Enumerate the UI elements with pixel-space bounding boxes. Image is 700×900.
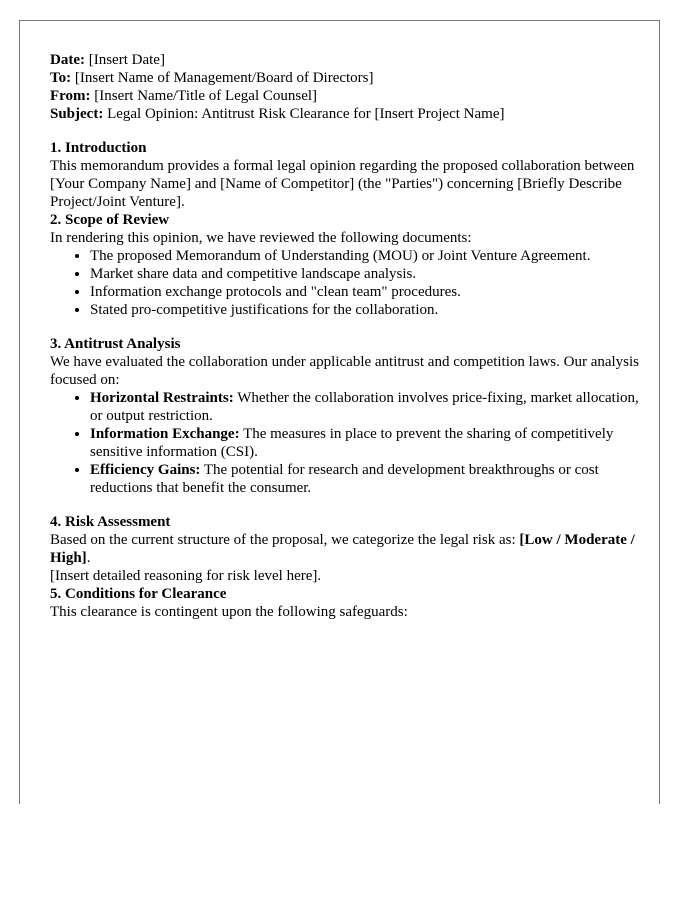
to-line	[50, 69, 642, 87]
subject-label: Subject:	[50, 106, 104, 122]
risk-level: [Low / Moderate / High]	[50, 532, 635, 566]
analysis-item-text: The measures in place to prevent the sharing of competitively sensitive information (CSI).	[90, 426, 614, 460]
analysis-item-text: Whether the collaboration involves price-fixing, market allocation, or output restriction.	[90, 390, 639, 424]
list-item	[90, 425, 642, 461]
list-item: • The proposed Memorandum of Understanding (MOU) or Joint Venture Agreement.	[90, 247, 642, 265]
list-item: • Stated pro-competitive justifications for the collaboration.	[90, 301, 642, 319]
from-label: From:	[50, 88, 91, 104]
to-value: [Insert Name of Management/Board of Directors]	[71, 70, 374, 86]
scope-list	[50, 247, 642, 319]
date-line	[50, 51, 642, 69]
conditions-text: This clearance is contingent upon the following safeguards:	[50, 604, 408, 620]
memo-content	[50, 51, 642, 621]
memo-header-block	[50, 69, 642, 123]
risk-reasoning: [Insert detailed reasoning for risk level here].	[50, 568, 322, 584]
analysis-item-label: Information Exchange:	[90, 426, 240, 442]
risk-heading: 4. Risk Assessment	[50, 514, 171, 530]
list-item	[90, 389, 642, 425]
analysis-text: We have evaluated the collaboration under applicable antitrust and competition laws. Our analysis focused on:	[50, 354, 640, 388]
introduction-text: This memorandum provides a formal legal opinion regarding the proposed collaboration between [Your Company Name] and [Name of Competitor] (the "Parties") concerning [Briefly Describe Project/Joint Venture].	[50, 158, 635, 210]
risk-text	[50, 531, 642, 567]
memo-page	[19, 20, 660, 804]
analysis-item-text: The potential for research and development breakthroughs or cost reductions that benefit the consumer.	[90, 462, 599, 496]
analysis-item-label: Horizontal Restraints:	[90, 390, 234, 406]
subject-value: Legal Opinion: Antitrust Risk Clearance for [Insert Project Name]	[103, 106, 505, 122]
date-label: Date:	[50, 52, 85, 68]
conditions-heading: 5. Conditions for Clearance	[50, 586, 227, 602]
date-value: [Insert Date]	[84, 52, 165, 68]
analysis-list	[50, 389, 642, 497]
analysis-heading: 3. Antitrust Analysis	[50, 336, 181, 352]
subject-line	[50, 105, 642, 123]
from-line	[50, 87, 642, 105]
introduction-heading: 1. Introduction	[50, 140, 147, 156]
risk-text-end: .	[86, 550, 91, 566]
from-value: [Insert Name/Title of Legal Counsel]	[90, 88, 318, 104]
risk-text-lead: Based on the current structure of the proposal, we categorize the legal risk as:	[50, 532, 520, 548]
list-item	[90, 461, 642, 497]
list-item: • Information exchange protocols and "clean team" procedures.	[90, 283, 642, 301]
list-item: • Market share data and competitive landscape analysis.	[90, 265, 642, 283]
scope-heading: 2. Scope of Review	[50, 212, 170, 228]
analysis-item-label: Efficiency Gains:	[90, 462, 201, 478]
scope-text: In rendering this opinion, we have reviewed the following documents:	[50, 230, 472, 246]
to-label: To:	[50, 70, 72, 86]
